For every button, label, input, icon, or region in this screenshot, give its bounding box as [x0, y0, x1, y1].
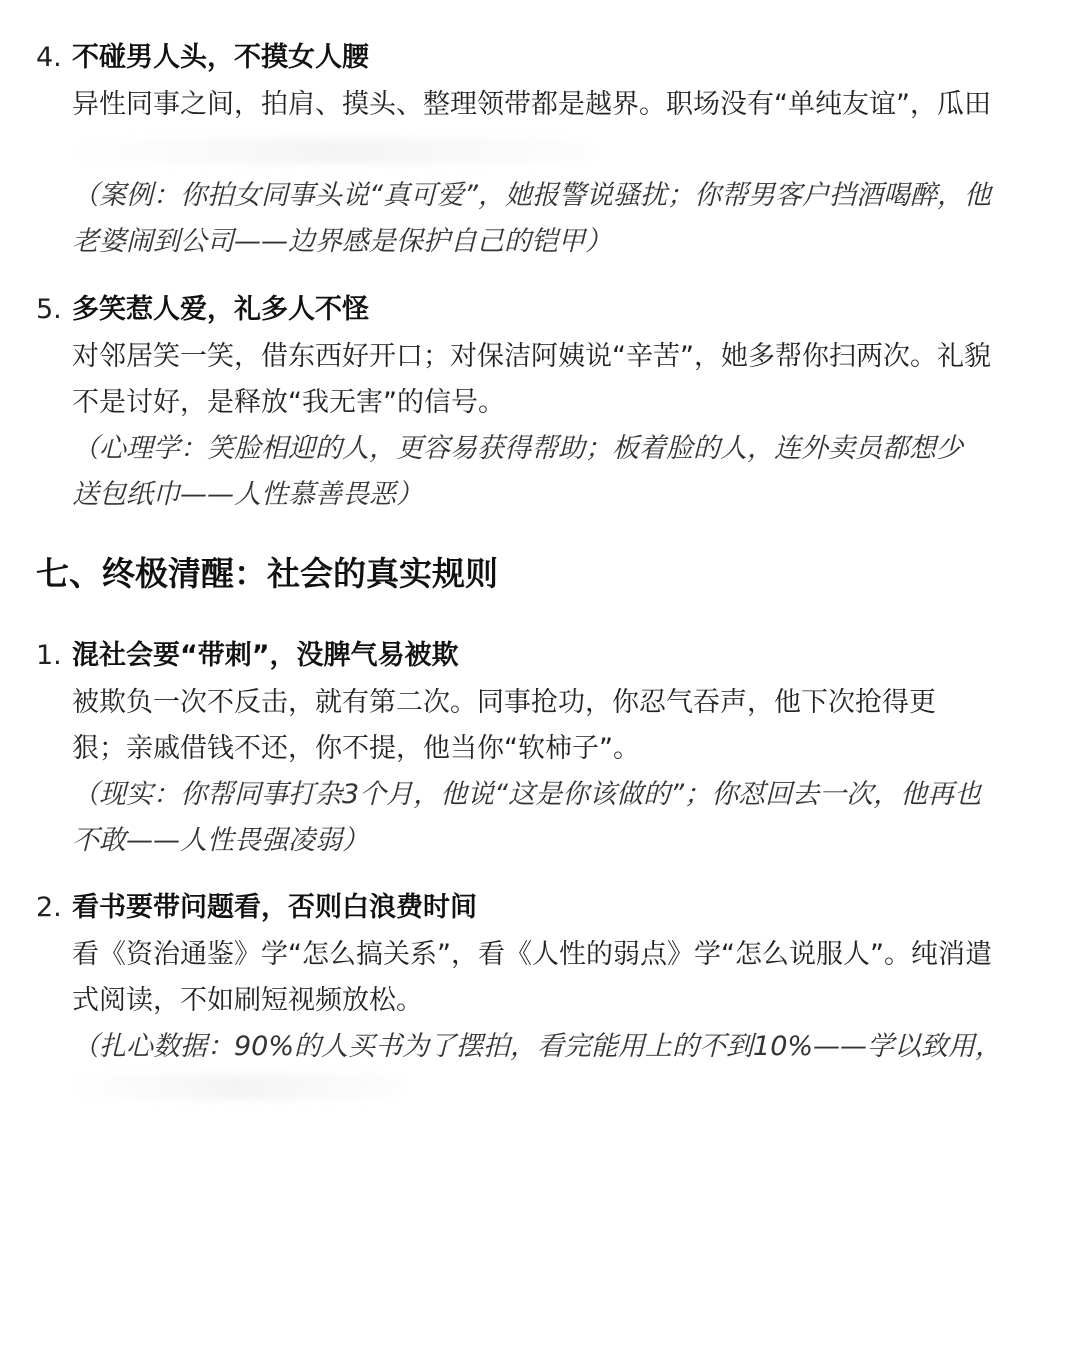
list-item-number: 5. — [36, 294, 62, 325]
list-item-header — [36, 890, 1046, 926]
list-item-body: 异性同事之间，拍肩、摸头、整理领带都是越界。职场没有“单纯友谊”，瓜田 — [72, 89, 991, 120]
list-item-title: 多笑惹人爱，礼多人不怪 — [72, 294, 369, 325]
list-item-header — [36, 638, 1046, 674]
list-item-number: 1. — [36, 640, 62, 671]
list-item-title: 看书要带问题看，否则白浪费时间 — [72, 892, 477, 923]
list-item-4-note-wrap — [36, 173, 1046, 265]
list-item-title: 不碰男人头，不摸女人腰 — [72, 42, 369, 73]
list-item-note: （扎心数据：90%的人买书为了摆拍，看完能用上的不到10%——学以致用， — [72, 1031, 1003, 1062]
list-item-note: （心理学：笑脸相迎的人，更容易获得帮助；板着脸的人，连外卖员都想少 送包纸巾——人性慕善畏恶） — [72, 433, 963, 510]
section-heading: 七、终极清醒：社会的真实规则 — [36, 554, 498, 593]
list-item-2 — [36, 890, 1046, 1070]
list-item-note: （现实：你帮同事打杂3个月，他说“这是你该做的”；你怼回去一次，他再也 不敢——人性畏强凌弱） — [72, 779, 982, 856]
blurred-text-overlay — [72, 1074, 402, 1100]
list-item-number: 4. — [36, 42, 62, 73]
list-item-1 — [36, 638, 1046, 864]
list-item-title: 混社会要“带刺”，没脾气易被欺 — [72, 640, 459, 671]
list-item-number: 2. — [36, 892, 62, 923]
list-item-5 — [36, 292, 1046, 518]
list-item-body: 被欺负一次不反击，就有第二次。同事抢功，你忍气吞声，他下次抢得更 狠；亲戚借钱不还，你不提，他当你“软柿子”。 — [72, 687, 936, 764]
list-item-4 — [36, 40, 1046, 128]
list-item-body: 对邻居笑一笑，借东西好开口；对保洁阿姨说“辛苦”，她多帮你扫两次。礼貌 不是讨好，是释放“我无害”的信号。 — [72, 341, 991, 418]
list-item-header — [36, 292, 1046, 328]
list-item-body: 看《资治通鉴》学“怎么搞关系”，看《人性的弱点》学“怎么说服人”。纯消遣 式阅读，不如刷短视频放松。 — [72, 939, 992, 1016]
blurred-text-overlay — [72, 138, 592, 164]
list-item-header — [36, 40, 1046, 76]
list-item-note: （案例：你拍女同事头说“真可爱”，她报警说骚扰；你帮男客户挡酒喝醉，他 老婆闹到公司——边界感是保护自己的铠甲） — [72, 180, 991, 257]
